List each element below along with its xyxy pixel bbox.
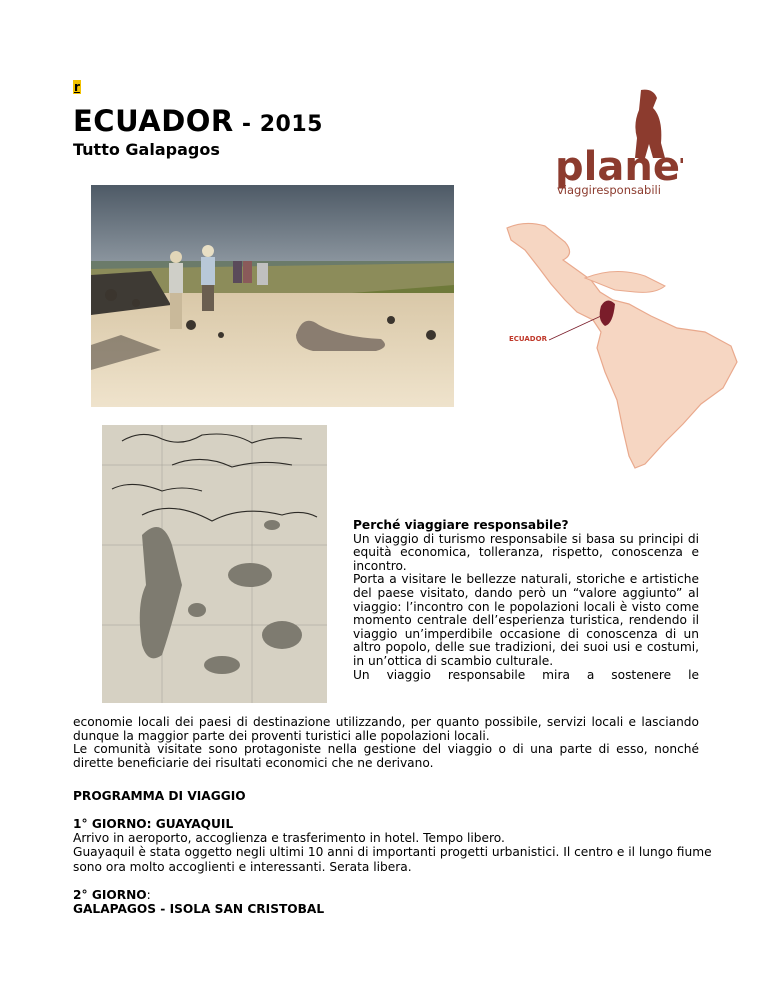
title-country: ECUADOR — [73, 104, 234, 138]
galapagos-beach-photo — [91, 185, 454, 407]
why-paragraph-2: Porta a visitare le bellezze naturali, storiche e artistiche del paese visitato, dando però un “valore aggiunto” al viaggio: l’incontro con le popolazioni locali è visto come momento centrale dell’esperienza turistica, rendendo il viaggio un’imperdibile occasione di conoscenza di un altro popolo, delle sue tradizioni, dei suoi usi e costumi, in un’ottica di scambio culturale. — [353, 572, 699, 668]
why-responsible-section — [353, 519, 699, 682]
highlight-marker: r — [74, 80, 80, 94]
day1-text — [73, 831, 713, 874]
body-paragraph-4: Le comunità visitate sono protagoniste nella gestione del viaggio o di una parte di esso, nonché dirette beneficiarie dei risultati economici che ne derivano. — [73, 742, 699, 770]
page-title — [73, 104, 323, 138]
why-paragraph-1: Un viaggio di turismo responsabile si basa su principi di equità economica, tolleranza, rispetto, conoscenza e incontro. — [353, 531, 699, 573]
why-paragraph-3-start: Un viaggio responsabile mira a sostenere le — [353, 667, 699, 682]
logo-brand: plane — [555, 144, 680, 190]
planet-logo — [553, 88, 683, 198]
why-heading: Perché viaggiare responsabile? — [353, 518, 569, 532]
page-subtitle: Tutto Galapagos — [73, 140, 220, 159]
ecuador-map-label: ECUADOR — [509, 335, 547, 343]
day1-line-2: Guayaquil è stata oggetto negli ultimi 10 anni di importanti progetti urbanistici. Il centro e il lungo fiume sono ora molto accoglienti e interessanti. Serata libera. — [73, 845, 712, 874]
day2-label: 2° GIORNO — [73, 888, 147, 902]
logo-tagline: viaggiresponsabili — [557, 183, 661, 197]
title-year: - 2015 — [233, 112, 323, 137]
program-heading: PROGRAMMA DI VIAGGIO — [73, 789, 246, 803]
day1-line-1: Arrivo in aeroporto, accoglienza e trasferimento in hotel. Tempo libero. — [73, 831, 505, 845]
responsible-body-text — [73, 716, 699, 770]
day2-colon: : — [146, 888, 151, 902]
americas-map — [505, 220, 745, 470]
day2-heading — [73, 888, 151, 902]
galapagos-old-chart — [102, 425, 327, 703]
body-paragraph-3-cont: economie locali dei paesi di destinazione utilizzando, per quanto possibile, servizi locali e lasciando dunque la maggior parte dei proventi turistici alle popolazioni locali. — [73, 715, 699, 743]
day2-subheading: GALAPAGOS - ISOLA SAN CRISTOBAL — [73, 902, 325, 916]
day1-heading: 1° GIORNO: GUAYAQUIL — [73, 817, 234, 831]
